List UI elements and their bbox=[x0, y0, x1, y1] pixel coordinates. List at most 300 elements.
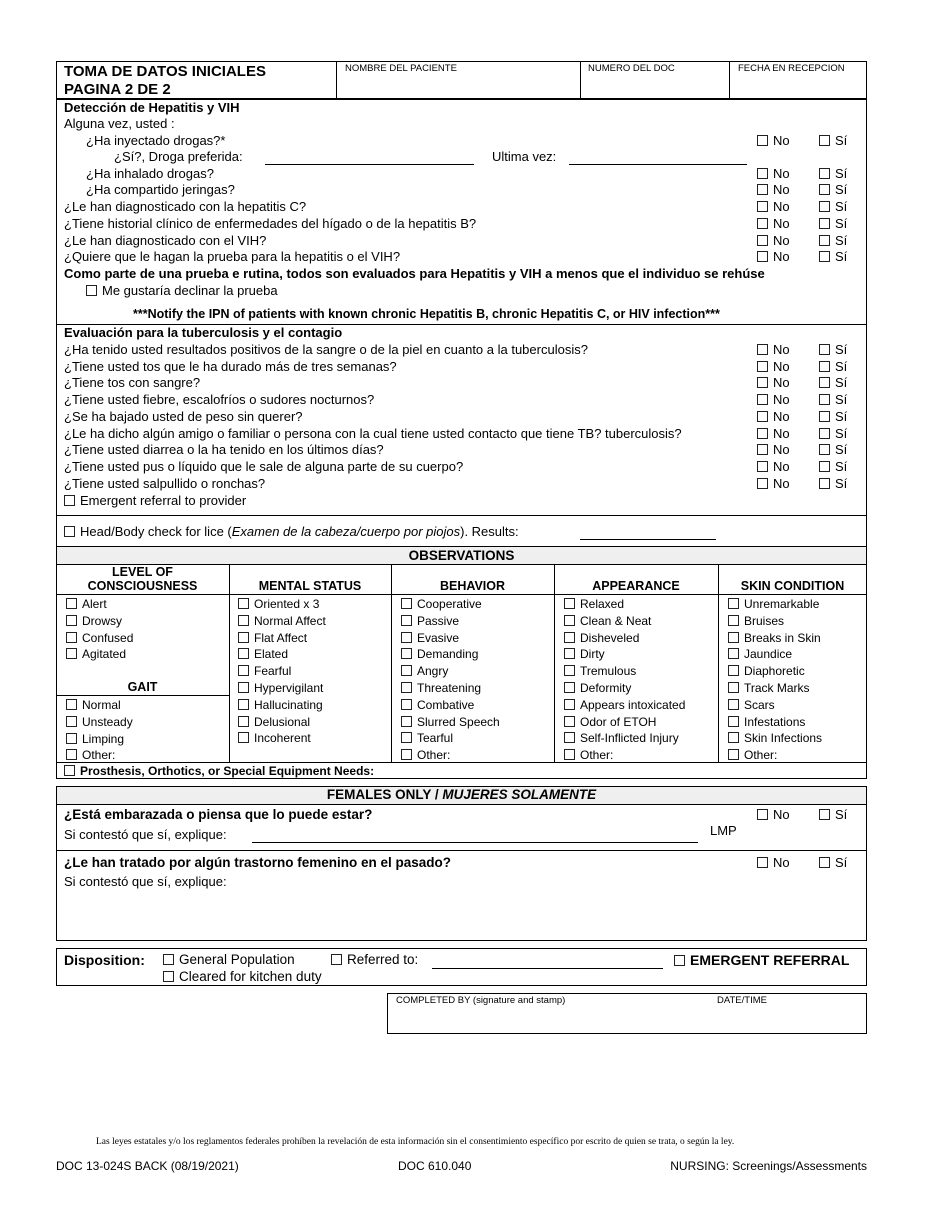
shared-yes[interactable] bbox=[819, 182, 847, 197]
skin-option[interactable] bbox=[728, 631, 821, 645]
lmp-label: LMP bbox=[710, 823, 737, 838]
liver-no[interactable] bbox=[757, 216, 790, 231]
checkbox[interactable] bbox=[757, 411, 768, 422]
consciousness-header-line1: LEVEL OF bbox=[112, 565, 173, 579]
checkbox[interactable] bbox=[757, 857, 768, 868]
gait-header: GAIT bbox=[127, 680, 158, 694]
behavior-option[interactable] bbox=[401, 597, 482, 611]
injected-no[interactable] bbox=[757, 133, 790, 148]
skin-option[interactable] bbox=[728, 681, 810, 695]
gait-header-underline bbox=[56, 695, 229, 696]
checkbox[interactable] bbox=[401, 682, 412, 693]
yes-label: Sí bbox=[835, 342, 848, 357]
checkbox[interactable] bbox=[238, 665, 249, 676]
checkbox[interactable] bbox=[401, 648, 412, 659]
checkbox[interactable] bbox=[163, 954, 174, 965]
behavior-option[interactable] bbox=[401, 631, 459, 645]
checkbox[interactable] bbox=[674, 955, 685, 966]
checkbox[interactable] bbox=[819, 444, 830, 455]
tb-no-option[interactable] bbox=[757, 426, 790, 441]
prosthesis-label: Prosthesis, Orthotics, or Special Equipment Needs: bbox=[80, 764, 375, 778]
no-label: No bbox=[773, 166, 790, 181]
behavior-option[interactable] bbox=[401, 614, 459, 628]
behavior-label: Evasive bbox=[417, 630, 460, 645]
checkbox[interactable] bbox=[728, 615, 739, 626]
mental-option[interactable] bbox=[238, 731, 311, 745]
mental-label: Fearful bbox=[254, 664, 292, 679]
policy-number: DOC 610.040 bbox=[398, 1159, 472, 1173]
yes-label: Sí bbox=[835, 442, 848, 457]
skin-label: Skin Infections bbox=[744, 731, 823, 746]
behavior-option[interactable] bbox=[401, 748, 450, 762]
skin-option[interactable] bbox=[728, 664, 805, 678]
pregnant-yes[interactable] bbox=[819, 807, 847, 822]
mental-option[interactable] bbox=[238, 681, 323, 695]
tb-question: ¿Tiene usted tos que le ha durado más de tres semanas? bbox=[64, 359, 397, 374]
no-label: No bbox=[773, 359, 790, 374]
consciousness-label: Drowsy bbox=[82, 613, 123, 628]
yes-label: Sí bbox=[835, 359, 848, 374]
preferred-drug-line[interactable] bbox=[265, 164, 474, 165]
hepc-no[interactable] bbox=[757, 199, 790, 214]
emergent-disposition-label: EMERGENT REFERRAL bbox=[690, 952, 850, 968]
section-divider bbox=[56, 850, 867, 851]
behavior-header: BEHAVIOR bbox=[439, 579, 506, 593]
no-label: No bbox=[773, 392, 790, 407]
tb-question: ¿Le ha dicho algún amigo o familiar o persona con la cual tiene usted contacto que tiene TB? tuberculosis? bbox=[64, 426, 682, 441]
checkbox[interactable] bbox=[238, 615, 249, 626]
checkbox[interactable] bbox=[757, 428, 768, 439]
checkbox[interactable] bbox=[401, 632, 412, 643]
mental-option[interactable] bbox=[238, 698, 323, 712]
checkbox[interactable] bbox=[819, 461, 830, 472]
appearance-option[interactable] bbox=[564, 664, 636, 678]
tb-question: ¿Tiene tos con sangre? bbox=[64, 375, 201, 390]
tb-no-option[interactable] bbox=[757, 392, 790, 407]
decline-test-option[interactable] bbox=[86, 283, 278, 299]
yes-label: Sí bbox=[835, 133, 848, 148]
last-time-line[interactable] bbox=[569, 164, 747, 165]
checkbox[interactable] bbox=[331, 954, 342, 965]
general-population-label: General Population bbox=[179, 952, 295, 967]
checkbox[interactable] bbox=[819, 411, 830, 422]
yes-label: Sí bbox=[835, 375, 848, 390]
no-label: No bbox=[773, 233, 790, 248]
skin-label: Diaphoretic bbox=[744, 664, 805, 679]
appearance-label: Appears intoxicated bbox=[580, 697, 686, 712]
inhaled-no[interactable] bbox=[757, 166, 790, 181]
mental-option[interactable] bbox=[238, 664, 291, 678]
appearance-option[interactable] bbox=[564, 647, 605, 661]
consciousness-option[interactable] bbox=[66, 647, 126, 661]
q-pregnant: ¿Está embarazada o piensa que lo puede estar? bbox=[64, 807, 373, 822]
checkbox[interactable] bbox=[401, 598, 412, 609]
skin-option[interactable] bbox=[728, 647, 792, 661]
behavior-option[interactable] bbox=[401, 715, 500, 729]
behavior-label: Tearful bbox=[417, 731, 454, 746]
checkbox[interactable] bbox=[819, 235, 830, 246]
checkbox[interactable] bbox=[757, 394, 768, 405]
q-hepc: ¿Le han diagnosticado con la hepatitis C? bbox=[64, 199, 307, 214]
mental-label: Elated bbox=[254, 647, 289, 662]
checkbox[interactable] bbox=[564, 598, 575, 609]
skin-option[interactable] bbox=[728, 748, 777, 762]
decline-test-label: Me gustaría declinar la prueba bbox=[102, 283, 278, 298]
mental-label: Hallucinating bbox=[254, 697, 323, 712]
checkbox[interactable] bbox=[757, 184, 768, 195]
date-time-field[interactable] bbox=[712, 1007, 864, 1032]
date-received-label: FECHA EN RECEPCION bbox=[738, 63, 845, 74]
tb-yes-option[interactable] bbox=[819, 375, 847, 390]
appearance-option[interactable] bbox=[564, 614, 651, 628]
consciousness-option[interactable] bbox=[66, 631, 133, 645]
general-population-option[interactable] bbox=[163, 952, 295, 968]
explain-label-1: Si contestó que sí, explique: bbox=[64, 827, 227, 842]
checkbox[interactable] bbox=[66, 598, 77, 609]
skin-option[interactable] bbox=[728, 614, 784, 628]
checkbox[interactable] bbox=[66, 632, 77, 643]
checkbox[interactable] bbox=[757, 168, 768, 179]
mental-label: Normal Affect bbox=[254, 613, 326, 628]
doc-number-field[interactable] bbox=[582, 75, 727, 97]
checkbox[interactable] bbox=[819, 394, 830, 405]
checkbox[interactable] bbox=[564, 716, 575, 727]
checkbox[interactable] bbox=[401, 665, 412, 676]
yes-label: Sí bbox=[835, 855, 848, 870]
checkbox[interactable] bbox=[757, 135, 768, 146]
appearance-header: APPEARANCE bbox=[592, 579, 680, 593]
checkbox[interactable] bbox=[238, 598, 249, 609]
tb-no-option[interactable] bbox=[757, 359, 790, 374]
kitchen-duty-option[interactable] bbox=[163, 969, 322, 985]
appearance-option[interactable] bbox=[564, 748, 613, 762]
checkbox[interactable] bbox=[564, 615, 575, 626]
checkbox[interactable] bbox=[564, 632, 575, 643]
checkbox[interactable] bbox=[238, 699, 249, 710]
mental-option[interactable] bbox=[238, 614, 326, 628]
no-label: No bbox=[773, 442, 790, 457]
shared-no[interactable] bbox=[757, 182, 790, 197]
checkbox[interactable] bbox=[819, 184, 830, 195]
checkbox[interactable] bbox=[819, 361, 830, 372]
page-indicator: PAGINA 2 DE 2 bbox=[64, 81, 171, 98]
referred-to-line[interactable] bbox=[432, 968, 663, 969]
checkbox[interactable] bbox=[238, 682, 249, 693]
notify-ipn-note: ***Notify the IPN of patients with known chronic Hepatitis B, chronic Hepatitis C, or HIV infection*** bbox=[133, 307, 720, 321]
form-id: DOC 13-024S BACK (08/19/2021) bbox=[56, 1159, 239, 1173]
tb-title: Evaluación para la tuberculosis y el contagio bbox=[64, 325, 343, 340]
checkbox[interactable] bbox=[564, 699, 575, 710]
lice-results-line[interactable] bbox=[580, 539, 716, 540]
checkbox[interactable] bbox=[819, 428, 830, 439]
checkbox[interactable] bbox=[757, 478, 768, 489]
signature-field[interactable] bbox=[389, 1007, 699, 1032]
tb-question: ¿Tiene usted fiebre, escalofríos o sudores nocturnos? bbox=[64, 392, 375, 407]
appearance-option[interactable] bbox=[564, 681, 631, 695]
no-label: No bbox=[773, 855, 790, 870]
tb-question: ¿Tiene usted salpullido o ronchas? bbox=[64, 476, 266, 491]
checkbox[interactable] bbox=[564, 732, 575, 743]
checkbox[interactable] bbox=[66, 733, 77, 744]
appearance-label: Self-Inflicted Injury bbox=[580, 731, 679, 746]
checkbox[interactable] bbox=[401, 732, 412, 743]
skin-label: Unremarkable bbox=[744, 597, 820, 611]
tb-question: ¿Se ha bajado usted de peso sin querer? bbox=[64, 409, 303, 424]
checkbox[interactable] bbox=[728, 648, 739, 659]
checkbox[interactable] bbox=[757, 809, 768, 820]
injected-yes[interactable] bbox=[819, 133, 847, 148]
checkbox[interactable] bbox=[757, 235, 768, 246]
no-label: No bbox=[773, 216, 790, 231]
skin-option[interactable] bbox=[728, 715, 805, 729]
checkbox[interactable] bbox=[401, 615, 412, 626]
checkbox[interactable] bbox=[819, 809, 830, 820]
checkbox[interactable] bbox=[401, 749, 412, 760]
appearance-option[interactable] bbox=[564, 631, 639, 645]
checkbox[interactable] bbox=[757, 444, 768, 455]
prosthesis-option[interactable] bbox=[64, 763, 374, 779]
q-preferred-drug: ¿Sí?, Droga preferida: bbox=[114, 149, 243, 164]
checkbox[interactable] bbox=[728, 632, 739, 643]
behavior-option[interactable] bbox=[401, 664, 448, 678]
hiv-yes[interactable] bbox=[819, 233, 847, 248]
females-title-es: MUJERES SOLAMENTE bbox=[442, 787, 597, 802]
mental-label: Incoherent bbox=[254, 731, 311, 746]
checkbox[interactable] bbox=[66, 615, 77, 626]
tb-yes-option[interactable] bbox=[819, 409, 847, 424]
skin-option[interactable] bbox=[728, 731, 822, 745]
mental-option[interactable] bbox=[238, 597, 319, 611]
checkbox[interactable] bbox=[728, 598, 739, 609]
hepatitis-intro: Alguna vez, usted : bbox=[64, 116, 175, 131]
behavior-option[interactable] bbox=[401, 698, 474, 712]
checkbox[interactable] bbox=[64, 526, 75, 537]
behavior-label: Threatening bbox=[417, 681, 482, 695]
hepc-yes[interactable] bbox=[819, 199, 847, 214]
no-label: No bbox=[773, 375, 790, 390]
tb-question: ¿Tiene usted pus o líquido que le sale de alguna parte de su cuerpo? bbox=[64, 459, 464, 474]
checkbox[interactable] bbox=[757, 377, 768, 388]
explain-line-1[interactable] bbox=[252, 842, 698, 843]
yes-label: Sí bbox=[835, 166, 848, 181]
kitchen-duty-label: Cleared for kitchen duty bbox=[179, 969, 322, 984]
checkbox[interactable] bbox=[66, 699, 77, 710]
behavior-label: Cooperative bbox=[417, 597, 482, 611]
tb-yes-option[interactable] bbox=[819, 459, 847, 474]
q-shared: ¿Ha compartido jeringas? bbox=[86, 182, 235, 197]
lice-check-option[interactable] bbox=[64, 524, 519, 540]
lice-label-suffix: ). Results: bbox=[460, 524, 519, 539]
tb-yes-option[interactable] bbox=[819, 426, 847, 441]
tb-yes-option[interactable] bbox=[819, 359, 847, 374]
checkbox[interactable] bbox=[401, 716, 412, 727]
checkbox[interactable] bbox=[66, 749, 77, 760]
behavior-label: Angry bbox=[417, 664, 449, 679]
observations-title: OBSERVATIONS bbox=[408, 548, 515, 563]
tb-no-option[interactable] bbox=[757, 442, 790, 457]
appearance-option[interactable] bbox=[564, 715, 656, 729]
checkbox[interactable] bbox=[728, 682, 739, 693]
patient-name-field[interactable] bbox=[338, 75, 578, 97]
appearance-label: Other: bbox=[580, 748, 614, 763]
behavior-option[interactable] bbox=[401, 731, 453, 745]
tb-yes-option[interactable] bbox=[819, 392, 847, 407]
females-title-en: FEMALES ONLY / bbox=[326, 787, 443, 802]
hiv-no[interactable] bbox=[757, 233, 790, 248]
mental-label: Hypervigilant bbox=[254, 681, 324, 695]
checkbox[interactable] bbox=[819, 251, 830, 262]
gait-label: Other: bbox=[82, 748, 116, 763]
skin-option[interactable] bbox=[728, 698, 775, 712]
tb-yes-option[interactable] bbox=[819, 476, 847, 491]
yes-label: Sí bbox=[835, 409, 848, 424]
form-category: NURSING: Screenings/Assessments bbox=[670, 1159, 867, 1173]
tb-no-option[interactable] bbox=[757, 409, 790, 424]
appearance-label: Tremulous bbox=[580, 664, 637, 679]
consciousness-header bbox=[56, 565, 229, 593]
q-injected: ¿Ha inyectado drogas?* bbox=[86, 133, 226, 148]
consciousness-option[interactable] bbox=[66, 614, 122, 628]
skin-option[interactable] bbox=[728, 597, 819, 611]
checkbox[interactable] bbox=[819, 218, 830, 229]
checkbox[interactable] bbox=[757, 201, 768, 212]
test-yes[interactable] bbox=[819, 249, 847, 264]
checkbox[interactable] bbox=[757, 218, 768, 229]
tb-yes-option[interactable] bbox=[819, 342, 847, 357]
mental-option[interactable] bbox=[238, 715, 310, 729]
no-label: No bbox=[773, 249, 790, 264]
checkbox[interactable] bbox=[238, 716, 249, 727]
tb-no-option[interactable] bbox=[757, 476, 790, 491]
explain-area-2[interactable] bbox=[64, 892, 859, 936]
checkbox[interactable] bbox=[66, 648, 77, 659]
checkbox[interactable] bbox=[757, 361, 768, 372]
yes-label: Sí bbox=[835, 426, 848, 441]
test-no[interactable] bbox=[757, 249, 790, 264]
checkbox[interactable] bbox=[238, 732, 249, 743]
checkbox[interactable] bbox=[757, 251, 768, 262]
patient-name-label: NOMBRE DEL PACIENTE bbox=[345, 63, 457, 74]
checkbox[interactable] bbox=[728, 699, 739, 710]
referred-to-option[interactable] bbox=[331, 952, 418, 968]
yes-label: Sí bbox=[835, 392, 848, 407]
checkbox[interactable] bbox=[401, 699, 412, 710]
checkbox[interactable] bbox=[757, 461, 768, 472]
yes-label: Sí bbox=[835, 249, 848, 264]
consciousness-option[interactable] bbox=[66, 597, 107, 611]
date-time-label: DATE/TIME bbox=[717, 995, 767, 1006]
no-label: No bbox=[773, 199, 790, 214]
date-received-field[interactable] bbox=[731, 75, 865, 97]
yes-label: Sí bbox=[835, 182, 848, 197]
checkbox[interactable] bbox=[163, 971, 174, 982]
q-hiv: ¿Le han diagnosticado con el VIH? bbox=[64, 233, 267, 248]
checkbox[interactable] bbox=[64, 495, 75, 506]
no-label: No bbox=[773, 342, 790, 357]
appearance-option[interactable] bbox=[564, 597, 624, 611]
q-test: ¿Quiere que le hagan la prueba para la hepatitis o el VIH? bbox=[64, 249, 401, 264]
behavior-label: Demanding bbox=[417, 647, 479, 662]
gait-label: Normal bbox=[82, 698, 121, 712]
checkbox[interactable] bbox=[564, 648, 575, 659]
behavior-option[interactable] bbox=[401, 681, 481, 695]
skin-condition-header: SKIN CONDITION bbox=[740, 579, 845, 593]
skin-label: Jaundice bbox=[744, 647, 793, 662]
checkbox[interactable] bbox=[564, 749, 575, 760]
checkbox[interactable] bbox=[64, 765, 75, 776]
checkbox[interactable] bbox=[757, 344, 768, 355]
checkbox[interactable] bbox=[86, 285, 97, 296]
behavior-option[interactable] bbox=[401, 647, 478, 661]
tb-no-option[interactable] bbox=[757, 375, 790, 390]
checkbox[interactable] bbox=[564, 682, 575, 693]
gait-option[interactable] bbox=[66, 748, 115, 762]
skin-label: Bruises bbox=[744, 613, 785, 628]
appearance-option[interactable] bbox=[564, 731, 679, 745]
behavior-label: Slurred Speech bbox=[417, 714, 500, 729]
lice-label-prefix: Head/Body check for lice ( bbox=[80, 524, 232, 539]
tb-no-option[interactable] bbox=[757, 342, 790, 357]
liver-yes[interactable] bbox=[819, 216, 847, 231]
tb-question: ¿Tiene usted diarrea o la ha tenido en los últimos días? bbox=[64, 442, 384, 457]
females-title bbox=[56, 787, 867, 802]
checkbox[interactable] bbox=[819, 377, 830, 388]
tb-no-option[interactable] bbox=[757, 459, 790, 474]
checkbox[interactable] bbox=[238, 632, 249, 643]
q-female-disorder: ¿Le han tratado por algún trastorno femenino en el pasado? bbox=[64, 855, 452, 870]
checkbox[interactable] bbox=[819, 478, 830, 489]
gait-option[interactable] bbox=[66, 698, 121, 712]
checkbox[interactable] bbox=[728, 749, 739, 760]
checkbox[interactable] bbox=[819, 168, 830, 179]
checkbox[interactable] bbox=[728, 732, 739, 743]
checkbox[interactable] bbox=[238, 648, 249, 659]
consciousness-label: Alert bbox=[82, 597, 107, 611]
tb-yes-option[interactable] bbox=[819, 442, 847, 457]
appearance-label: Relaxed bbox=[580, 597, 625, 611]
checkbox[interactable] bbox=[728, 665, 739, 676]
disposition-label: Disposition: bbox=[64, 952, 145, 968]
appearance-option[interactable] bbox=[564, 698, 685, 712]
obs-header-underline bbox=[56, 594, 867, 595]
checkbox[interactable] bbox=[728, 716, 739, 727]
skin-label: Track Marks bbox=[744, 681, 810, 695]
gait-label: Limping bbox=[82, 731, 125, 746]
inhaled-yes[interactable] bbox=[819, 166, 847, 181]
disorder-no[interactable] bbox=[757, 855, 790, 870]
gait-option[interactable] bbox=[66, 715, 133, 729]
mental-option[interactable] bbox=[238, 647, 288, 661]
emergent-referral-disposition[interactable] bbox=[674, 952, 849, 968]
mental-label: Flat Affect bbox=[254, 630, 308, 645]
checkbox[interactable] bbox=[819, 344, 830, 355]
no-label: No bbox=[773, 476, 790, 491]
disorder-yes[interactable] bbox=[819, 855, 847, 870]
skin-label: Breaks in Skin bbox=[744, 630, 821, 645]
gait-option[interactable] bbox=[66, 732, 124, 746]
completed-by-label: COMPLETED BY (signature and stamp) bbox=[396, 995, 566, 1006]
emergent-referral-option[interactable] bbox=[64, 493, 246, 509]
checkbox[interactable] bbox=[819, 135, 830, 146]
pregnant-no[interactable] bbox=[757, 807, 790, 822]
checkbox[interactable] bbox=[819, 201, 830, 212]
checkbox[interactable] bbox=[564, 665, 575, 676]
skin-label: Scars bbox=[744, 697, 775, 712]
mental-option[interactable] bbox=[238, 631, 307, 645]
yes-label: Sí bbox=[835, 807, 848, 822]
checkbox[interactable] bbox=[66, 716, 77, 727]
checkbox[interactable] bbox=[819, 857, 830, 868]
